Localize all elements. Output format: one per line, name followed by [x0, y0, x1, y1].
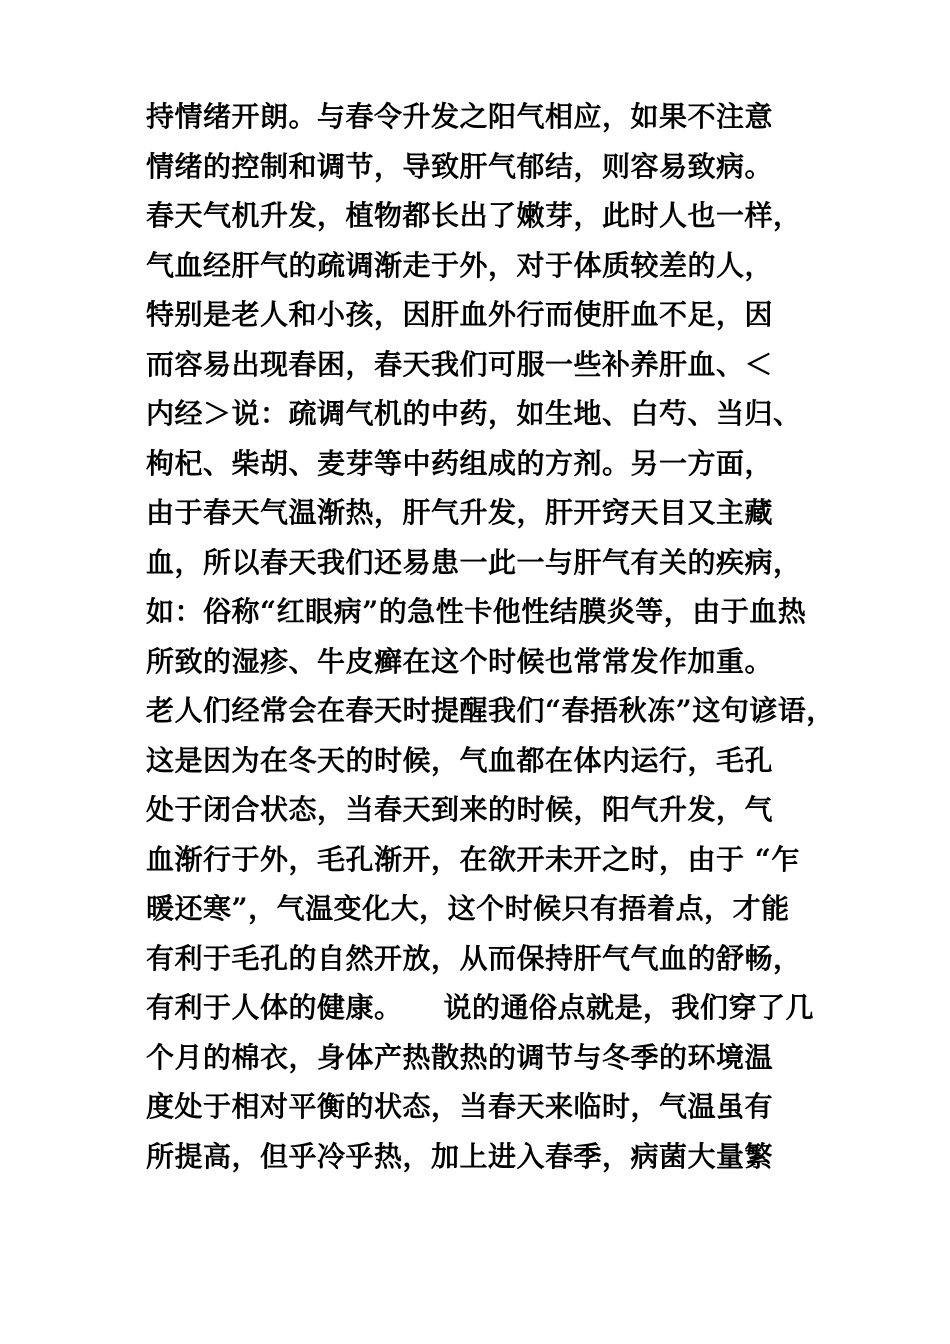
text-line: 特别是老人和小孩，因肝血外行而使肝血不足，因: [146, 298, 774, 331]
text-line: 个月的棉衣，身体产热散热的调节与冬季的环境温: [146, 1040, 774, 1074]
text-line: 血，所以春天我们还易患一此一与肝气有关的疾病，: [146, 545, 802, 579]
text-line: 所致的湿疹、牛皮癣在这个时候也常常发作加重。: [146, 644, 774, 678]
text-line: 情绪的控制和调节，导致肝气郁结，则容易致病。: [146, 149, 774, 183]
text-line: 有利于毛孔的自然开放，从而保持肝气气血的舒畅，: [146, 941, 802, 975]
text-line: 持情绪开朗。与春令升发之阳气相应，如果不注意: [146, 100, 774, 133]
text-line: 枸杞、柴胡、麦芽等中药组成的方剂。另一方面，: [146, 446, 774, 480]
text-line: 由于春天气温渐热，肝气升发，肝开窍天目又主藏: [146, 496, 774, 529]
body-text: [146, 92, 846, 1181]
text-line: 气血经肝气的疏调渐走于外，对于体质较差的人，: [146, 248, 774, 282]
text-line: 春天气机升发，植物都长出了嫩芽，此时人也一样，: [146, 199, 802, 232]
text-line: 有利于人体的健康。 说的通俗点就是，我们穿了几: [146, 991, 814, 1024]
text-line: 而容易出现春困，春天我们可服一些补养肝血、＜: [146, 347, 774, 381]
text-line: 老人们经常会在春天时提醒我们“春捂秋冻”这句谚语，: [146, 694, 835, 727]
text-line: 处于闭合状态，当春天到来的时候，阳气升发，气: [146, 793, 774, 826]
text-line: 血渐行于外，毛孔渐开，在欲开未开之时，由于 “乍: [146, 842, 800, 876]
text-line: 如：俗称“红眼病”的急性卡他性结膜炎等，由于血热: [146, 595, 807, 628]
text-line: 内经＞说：疏调气机的中药，如生地、白芍、当归、: [146, 397, 802, 430]
text-line: 这是因为在冬天的时候，气血都在体内运行，毛孔: [146, 743, 774, 777]
text-line: 度处于相对平衡的状态，当春天来临时，气温虽有: [146, 1090, 774, 1123]
text-line: 暖还寒”，气温变化大，这个时候只有捂着点，才能: [146, 892, 790, 925]
text-line: 所提高，但乎冷乎热，加上进入春季，病菌大量繁: [146, 1139, 774, 1173]
